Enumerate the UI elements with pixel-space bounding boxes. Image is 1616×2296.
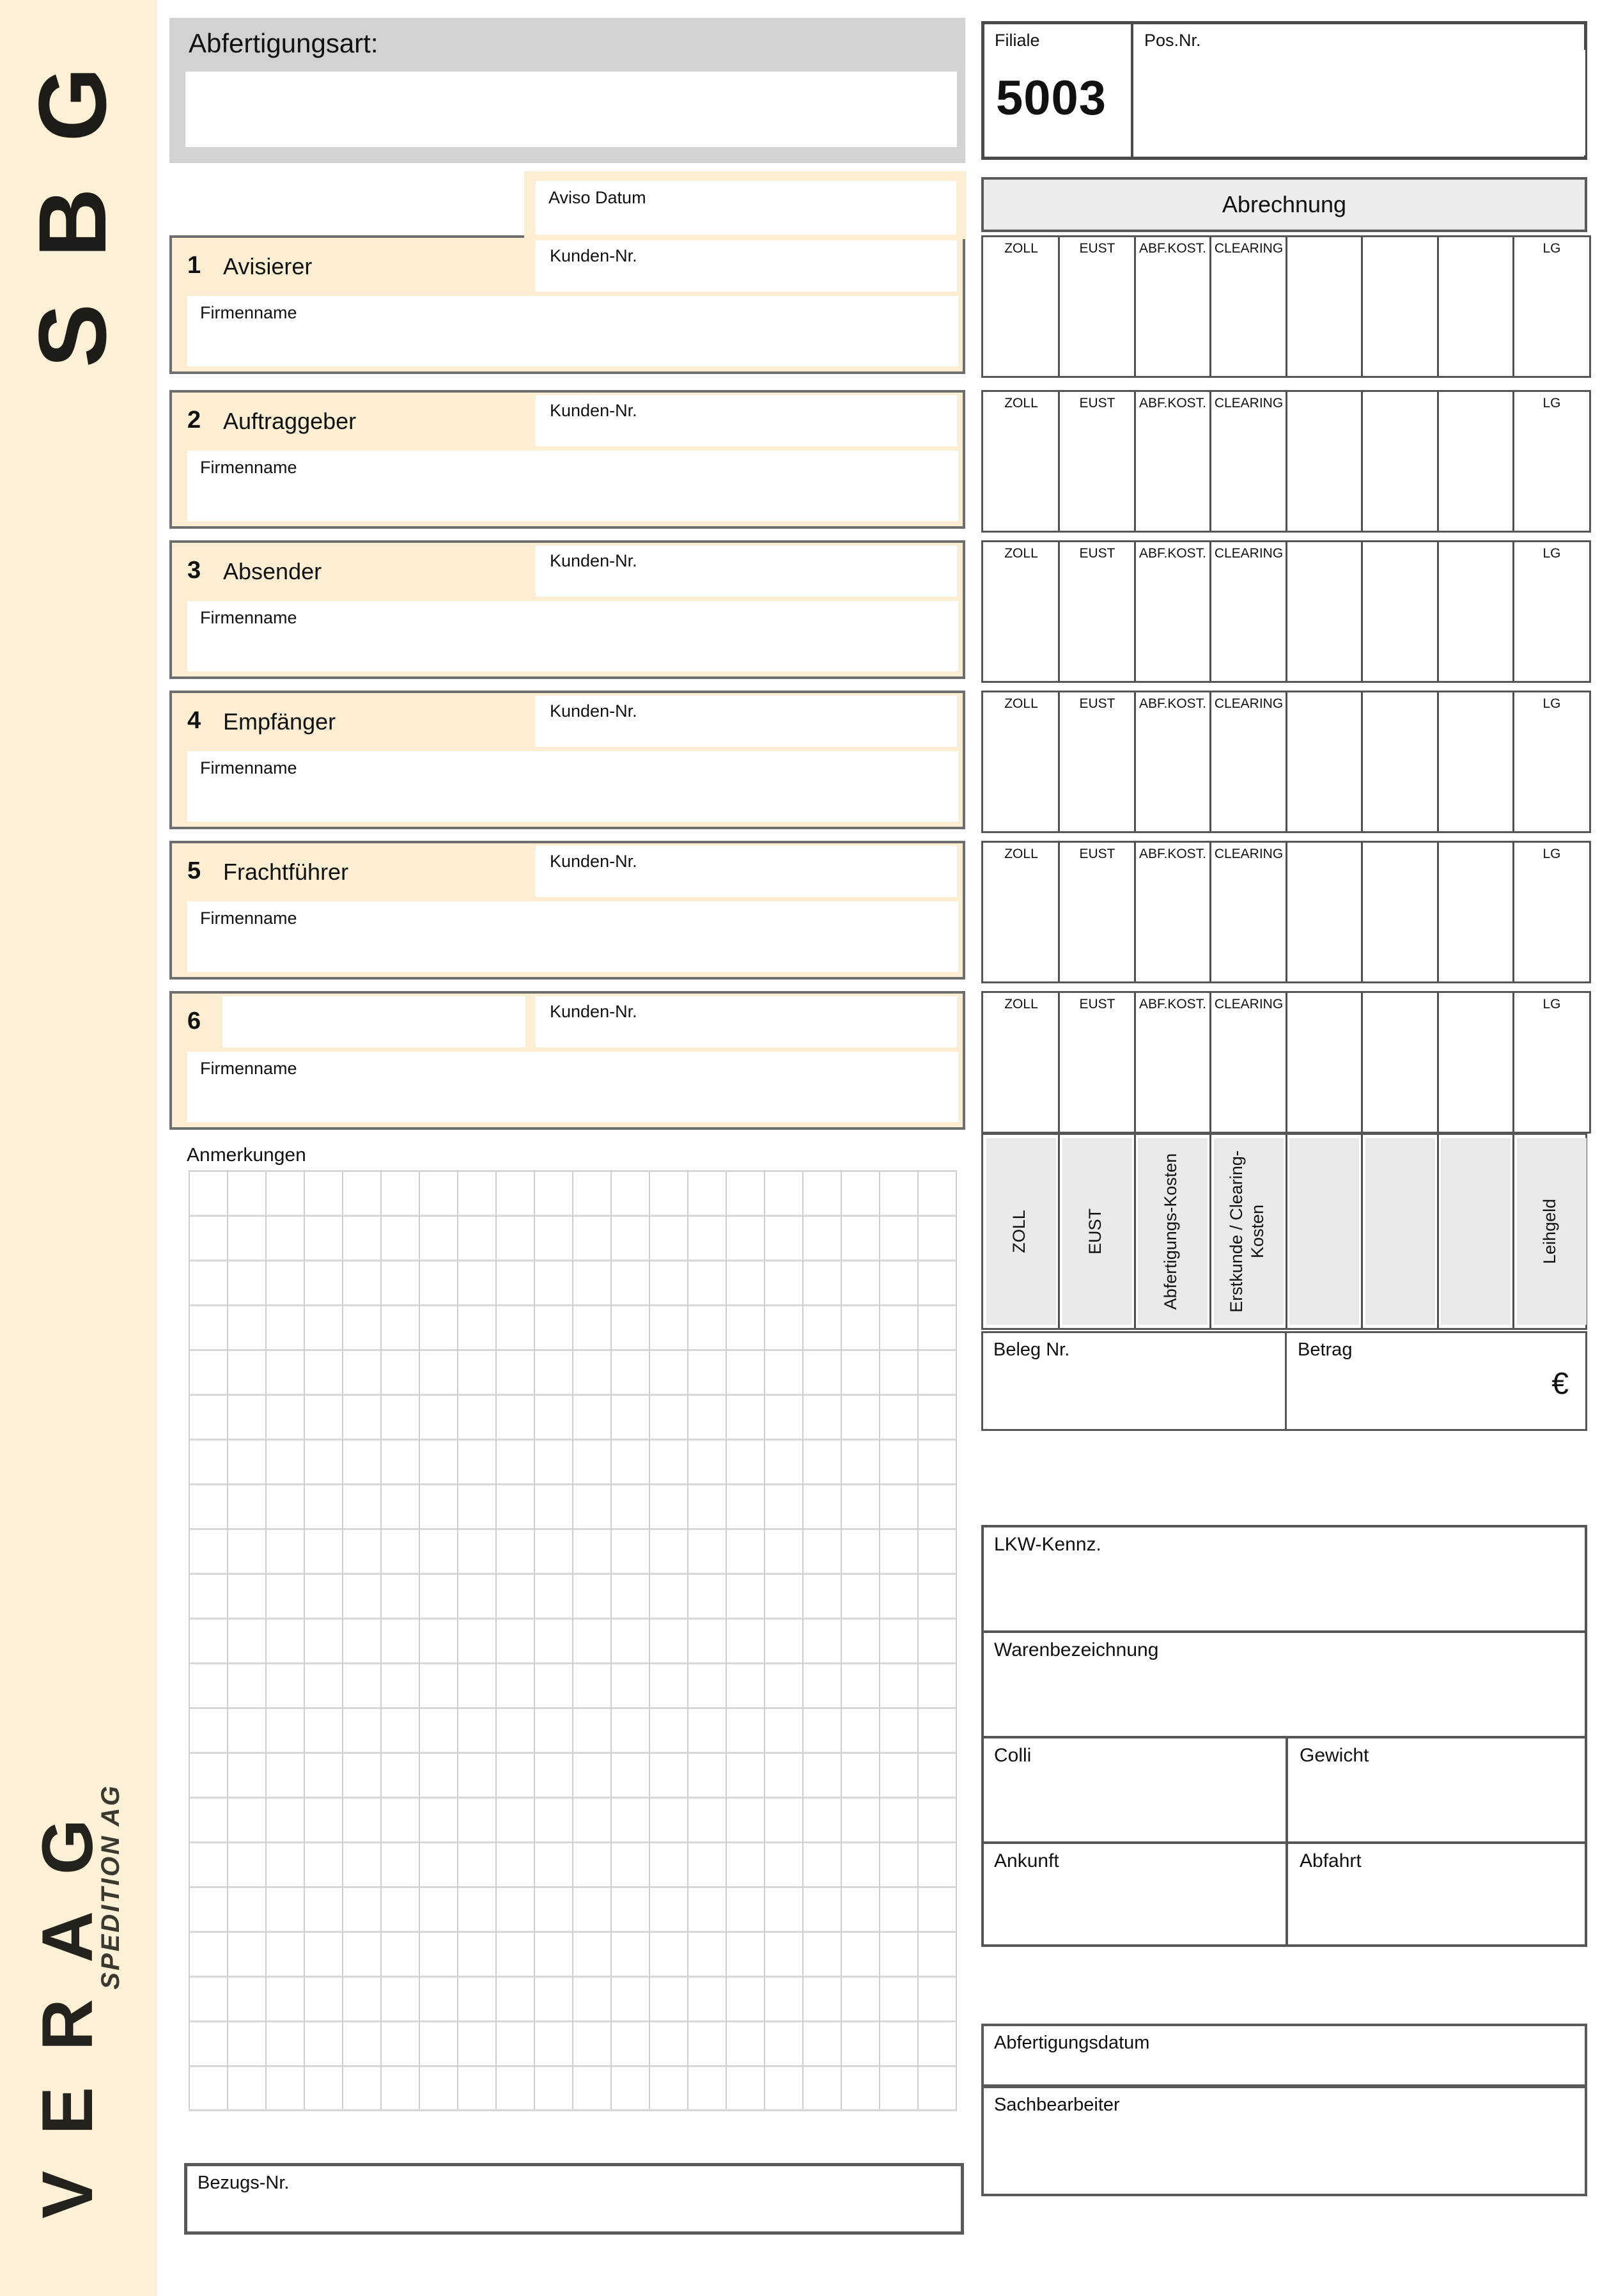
column-divider: [1512, 542, 1514, 681]
column-divider: [1361, 237, 1363, 376]
aviso-datum-box: [524, 171, 967, 239]
beleg-nr-label: Beleg Nr.: [993, 1339, 1070, 1360]
filiale-label: Filiale: [995, 31, 1040, 50]
kunden-nr-label: Kunden-Nr.: [550, 701, 637, 721]
firmenname-input[interactable]: [187, 751, 958, 822]
column-divider: [1286, 237, 1287, 376]
firmenname-input[interactable]: [187, 601, 958, 671]
aviso-datum-input[interactable]: [536, 181, 956, 235]
column-divider: [1361, 542, 1363, 681]
column-divider: [1437, 392, 1439, 531]
firmenname-label: Firmenname: [200, 608, 297, 627]
column-divider: [1437, 692, 1439, 831]
column-header: EUST: [1079, 546, 1115, 561]
column-divider: [1286, 1135, 1287, 1328]
abfahrt-label: Abfahrt: [1300, 1850, 1362, 1871]
gewicht-label: Gewicht: [1300, 1745, 1369, 1766]
firmenname-input[interactable]: [187, 902, 958, 972]
column-divider: [1361, 843, 1363, 981]
beleg-betrag-box: [981, 1331, 1587, 1431]
logo-letter: G: [18, 67, 126, 142]
abrechnung-title: Abrechnung: [1222, 191, 1347, 217]
logo-letter: A: [27, 1910, 107, 1963]
aviso-datum-label: Aviso Datum: [548, 188, 646, 207]
section-number: 2: [187, 407, 201, 433]
abfertigungsart-box: [169, 18, 965, 163]
column-divider: [1134, 993, 1136, 1132]
kunden-nr-input[interactable]: [536, 395, 957, 446]
beleg-nr-input[interactable]: [988, 1366, 1276, 1425]
column-divider: [1512, 843, 1514, 981]
section-2-auftraggeber: [169, 390, 965, 529]
column-divider: [1512, 237, 1514, 376]
kunden-nr-label: Kunden-Nr.: [550, 551, 637, 570]
abrechnung-row-4[interactable]: [981, 691, 1591, 833]
column-header: LG: [1542, 997, 1561, 1011]
filiale-value: 5003: [996, 71, 1107, 125]
cargo-box: [981, 1525, 1587, 1947]
column-header: LG: [1542, 546, 1561, 561]
bezugs-nr-field[interactable]: [184, 2163, 964, 2235]
column-divider: [1437, 843, 1439, 981]
firmenname-label: Firmenname: [200, 458, 297, 477]
section-title: Frachtführer: [223, 859, 349, 885]
section-number: 5: [187, 857, 201, 884]
logo-letter: R: [27, 1999, 107, 2051]
column-header: CLEARING: [1214, 696, 1284, 711]
column-divider: [1437, 542, 1439, 681]
section-1-avisierer: [169, 235, 965, 374]
abfertigungsart-input[interactable]: [185, 72, 957, 147]
column-header: ZOLL: [1004, 696, 1038, 711]
column-header: CLEARING: [1214, 546, 1284, 561]
column-divider: [1361, 692, 1363, 831]
verag-logo: [27, 1819, 107, 2219]
section-title: Empfänger: [223, 708, 336, 735]
lkw-kennz-field[interactable]: [984, 1527, 1585, 1633]
pos-nr-label: Pos.Nr.: [1144, 31, 1201, 50]
kunden-nr-label: Kunden-Nr.: [550, 246, 637, 265]
anmerkungen-label: Anmerkungen: [187, 1144, 306, 1166]
column-header: ZOLL: [1004, 546, 1038, 561]
column-divider: [1209, 542, 1211, 681]
column-divider: [1058, 237, 1060, 376]
lkw-kennz-label: LKW-Kennz.: [994, 1534, 1101, 1555]
column-divider: [1361, 993, 1363, 1132]
bezugs-nr-label: Bezugs-Nr.: [198, 2173, 290, 2193]
abfertigungsdatum-field[interactable]: [981, 2024, 1587, 2087]
divider: [1131, 24, 1133, 157]
footer-label-erstkunde-clearing-kosten: Erstkunde / Clearing-Kosten: [1227, 1150, 1267, 1313]
column-divider: [1286, 692, 1287, 831]
section-number: 4: [187, 707, 201, 734]
kunden-nr-input[interactable]: [536, 240, 957, 292]
footer-label-zoll: ZOLL: [1009, 1210, 1029, 1253]
column-divider: [1209, 993, 1211, 1132]
kunden-nr-input[interactable]: [536, 846, 957, 897]
logo-letter: V: [27, 2171, 107, 2219]
warenbezeichnung-label: Warenbezeichnung: [994, 1639, 1159, 1660]
column-divider: [1134, 237, 1136, 376]
column-header: EUST: [1079, 696, 1115, 711]
kunden-nr-label: Kunden-Nr.: [550, 852, 637, 871]
column-divider: [1134, 542, 1136, 681]
column-divider: [1134, 843, 1136, 981]
logo-letter: B: [18, 188, 126, 258]
section-3-absender: [169, 540, 965, 679]
column-divider: [1286, 993, 1287, 1132]
sachbearbeiter-field[interactable]: [981, 2086, 1587, 2196]
abrechnung-row-6[interactable]: [981, 991, 1591, 1134]
abrechnung-row-1[interactable]: [981, 235, 1591, 378]
column-header: ABF.KOST.: [1138, 241, 1207, 256]
column-header: CLEARING: [1214, 847, 1284, 861]
section-title: Auftraggeber: [223, 408, 357, 434]
kunden-nr-input[interactable]: [536, 696, 957, 747]
verag-logo-subtitle: SPEDITION AG: [96, 1784, 125, 1990]
column-header: ZOLL: [1004, 396, 1038, 410]
divider: [1285, 1333, 1287, 1429]
column-header: CLEARING: [1214, 997, 1284, 1011]
anmerkungen-grid[interactable]: [189, 1170, 957, 2111]
column-header: ABF.KOST.: [1138, 997, 1207, 1011]
column-header: LG: [1542, 396, 1561, 410]
column-divider: [1058, 542, 1060, 681]
abrechnung-header: [981, 177, 1587, 232]
column-header: EUST: [1079, 997, 1115, 1011]
logo-letter: S: [18, 303, 126, 368]
column-header: LG: [1542, 241, 1561, 256]
sachbearbeiter-label: Sachbearbeiter: [994, 2095, 1120, 2115]
abrechnung-row-5[interactable]: [981, 841, 1591, 983]
abfertigungsart-label: Abfertigungsart:: [189, 28, 378, 58]
footer-cell: [1365, 1138, 1435, 1325]
column-divider: [1512, 692, 1514, 831]
footer-label-leihgeld: Leihgeld: [1540, 1198, 1560, 1265]
column-header: ZOLL: [1004, 241, 1038, 256]
section-5-frachtführer: [169, 841, 965, 980]
euro-symbol: €: [1551, 1367, 1569, 1401]
section-6: [169, 991, 965, 1130]
column-divider: [1361, 1135, 1363, 1328]
firmenname-label: Firmenname: [200, 303, 297, 322]
colli-label: Colli: [994, 1745, 1032, 1766]
logo-letter: E: [27, 2086, 107, 2135]
column-header: LG: [1542, 847, 1561, 861]
column-divider: [1058, 692, 1060, 831]
firmenname-label: Firmenname: [200, 758, 297, 777]
section-number: 6: [187, 1008, 201, 1035]
column-header: EUST: [1079, 396, 1115, 410]
divider: [1286, 1844, 1288, 1947]
ankunft-label: Ankunft: [994, 1850, 1059, 1871]
abrechnung-row-3[interactable]: [981, 540, 1591, 683]
column-header: ABF.KOST.: [1138, 396, 1207, 410]
ankunft-abfahrt-row: [984, 1844, 1585, 1947]
column-divider: [1437, 993, 1439, 1132]
column-divider: [1058, 392, 1060, 531]
column-header: EUST: [1079, 847, 1115, 861]
firmenname-label: Firmenname: [200, 1059, 297, 1078]
column-divider: [1286, 392, 1287, 531]
column-divider: [1512, 392, 1514, 531]
footer-cell: [1441, 1138, 1511, 1325]
column-divider: [1209, 392, 1211, 531]
abrechnung-row-2[interactable]: [981, 390, 1591, 533]
logo-letter: G: [27, 1819, 107, 1875]
betrag-input[interactable]: [1291, 1366, 1534, 1425]
column-divider: [1209, 237, 1211, 376]
column-divider: [1134, 392, 1136, 531]
section-title: Absender: [223, 558, 322, 584]
column-header: ABF.KOST.: [1138, 546, 1207, 561]
column-header: CLEARING: [1214, 396, 1284, 410]
abfertigungsdatum-label: Abfertigungsdatum: [994, 2033, 1150, 2053]
column-divider: [1361, 392, 1363, 531]
column-divider: [1058, 993, 1060, 1132]
footer-label-eust: EUST: [1085, 1208, 1105, 1255]
column-header: ABF.KOST.: [1138, 696, 1207, 711]
column-header: CLEARING: [1214, 241, 1284, 256]
colli-gewicht-row: [984, 1738, 1585, 1844]
betrag-label: Betrag: [1298, 1339, 1353, 1360]
column-header: ZOLL: [1004, 847, 1038, 861]
section-title-input[interactable]: [222, 996, 525, 1047]
divider: [1286, 1738, 1288, 1841]
kunden-nr-input[interactable]: [536, 996, 957, 1047]
column-header: EUST: [1079, 241, 1115, 256]
column-divider: [1437, 1135, 1439, 1328]
warenbezeichnung-field[interactable]: [984, 1633, 1585, 1738]
firmenname-input[interactable]: [187, 296, 958, 366]
firmenname-label: Firmenname: [200, 909, 297, 928]
column-divider: [1209, 843, 1211, 981]
footer-label-abfertigungs-kosten: Abfertigungs-Kosten: [1161, 1153, 1181, 1310]
filiale-posnr-box: [981, 21, 1587, 160]
column-divider: [1058, 843, 1060, 981]
column-divider: [1134, 692, 1136, 831]
column-divider: [1512, 993, 1514, 1132]
sbg-logo: [19, 67, 125, 368]
section-title: Avisierer: [223, 253, 313, 279]
column-header: LG: [1542, 696, 1561, 711]
section-4-empfänger: [169, 691, 965, 829]
footer-cell: [1289, 1138, 1359, 1325]
section-number: 3: [187, 557, 201, 584]
kunden-nr-input[interactable]: [536, 545, 957, 597]
column-header: ZOLL: [1004, 997, 1038, 1011]
section-number: 1: [187, 252, 201, 279]
firmenname-input[interactable]: [187, 451, 958, 521]
firmenname-input[interactable]: [187, 1052, 958, 1122]
column-divider: [1209, 692, 1211, 831]
kunden-nr-label: Kunden-Nr.: [550, 401, 637, 420]
kunden-nr-label: Kunden-Nr.: [550, 1002, 637, 1021]
column-divider: [1286, 542, 1287, 681]
pos-nr-input[interactable]: [1138, 50, 1585, 155]
column-divider: [1437, 237, 1439, 376]
column-header: ABF.KOST.: [1138, 847, 1207, 861]
column-divider: [1286, 843, 1287, 981]
